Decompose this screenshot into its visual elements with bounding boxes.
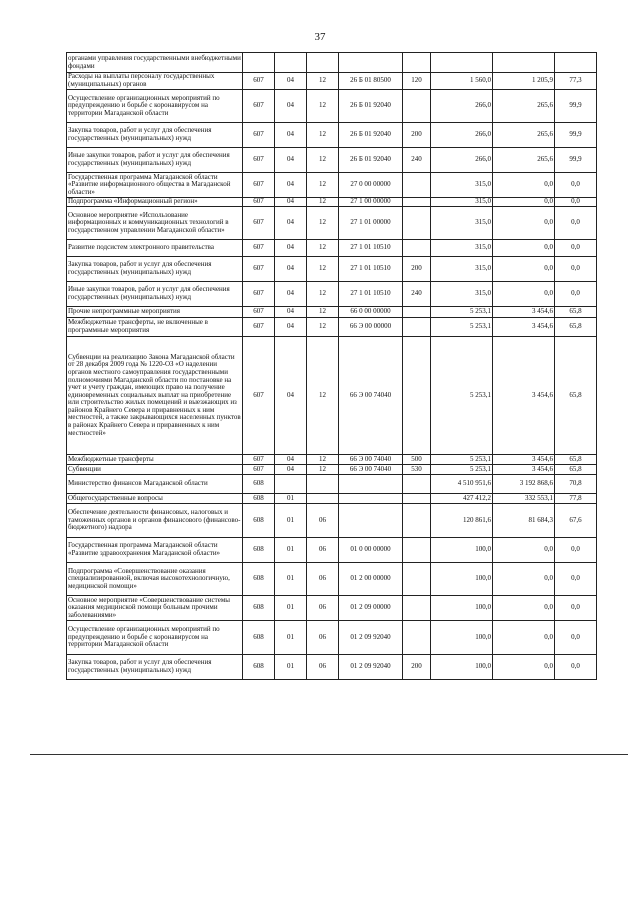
cell-expense-type [403,198,431,207]
cell-expense-type: 500 [403,455,431,465]
cell-approved-amount: 100,0 [431,655,493,680]
cell-ministry-code: 607 [243,207,275,240]
cell-target-article: 26 Б 01 80500 [339,73,403,90]
cell-expense-type [403,538,431,563]
cell-item-name: Общегосударственные вопросы [67,494,243,504]
cell-section-code: 04 [275,173,307,198]
cell-expense-type: 240 [403,148,431,173]
cell-approved-amount: 5 253,1 [431,307,493,318]
cell-executed-amount: 332 553,1 [493,494,555,504]
cell-ministry-code: 607 [243,257,275,282]
cell-target-article: 01 2 09 92040 [339,655,403,680]
cell-item-name: Государственная программа Магаданской области «Развитие информационного общества в Магаданской области» [67,173,243,198]
table-row [67,90,597,123]
cell-subsection-code: 12 [307,198,339,207]
cell-execution-percent [555,53,597,73]
cell-execution-percent: 0,0 [555,596,597,621]
cell-execution-percent: 99,9 [555,123,597,148]
cell-executed-amount: 0,0 [493,198,555,207]
cell-subsection-code: 12 [307,455,339,465]
cell-target-article: 01 2 09 00000 [339,596,403,621]
cell-item-name: Субвенции [67,465,243,475]
cell-expense-type [403,53,431,73]
cell-execution-percent: 65,8 [555,318,597,337]
table-row [67,173,597,198]
cell-executed-amount: 265,6 [493,148,555,173]
cell-ministry-code: 607 [243,73,275,90]
table-row [67,655,597,680]
cell-section-code: 04 [275,257,307,282]
cell-execution-percent: 99,9 [555,90,597,123]
cell-target-article: 66 Э 00 00000 [339,318,403,337]
table-row [67,282,597,307]
cell-item-name: Закупка товаров, работ и услуг для обеспечения государственных (муниципальных) нужд [67,655,243,680]
cell-approved-amount: 315,0 [431,173,493,198]
cell-approved-amount: 1 560,0 [431,73,493,90]
page-divider [30,754,628,755]
cell-section-code: 04 [275,307,307,318]
table-row [67,240,597,257]
page-number: 37 [314,31,326,43]
cell-expense-type [403,173,431,198]
cell-execution-percent: 65,8 [555,307,597,318]
cell-approved-amount: 100,0 [431,563,493,596]
cell-item-name: Основное мероприятие «Совершенствование системы оказания медицинской помощи больным прочими заболеваниями» [67,596,243,621]
cell-target-article: 27 1 00 00000 [339,198,403,207]
cell-expense-type [403,337,431,455]
cell-ministry-code: 608 [243,538,275,563]
table-row [67,148,597,173]
cell-expense-type: 240 [403,282,431,307]
cell-target-article: 27 1 01 10510 [339,240,403,257]
cell-subsection-code: 06 [307,596,339,621]
cell-approved-amount: 315,0 [431,257,493,282]
cell-subsection-code: 06 [307,655,339,680]
cell-section-code: 04 [275,123,307,148]
cell-subsection-code: 12 [307,337,339,455]
cell-executed-amount: 0,0 [493,655,555,680]
cell-execution-percent: 65,8 [555,455,597,465]
cell-item-name: Закупка товаров, работ и услуг для обеспечения государственных (муниципальных) нужд [67,257,243,282]
cell-expense-type [403,596,431,621]
cell-approved-amount: 266,0 [431,123,493,148]
cell-expense-type [403,504,431,538]
table-row [67,465,597,475]
cell-ministry-code: 607 [243,318,275,337]
cell-section-code [275,53,307,73]
table-row [67,318,597,337]
cell-target-article: 01 2 09 92040 [339,621,403,655]
cell-execution-percent: 70,8 [555,475,597,494]
cell-execution-percent: 99,9 [555,148,597,173]
cell-executed-amount: 265,6 [493,90,555,123]
budget-table [66,52,597,680]
cell-target-article [339,475,403,494]
cell-approved-amount: 5 253,1 [431,465,493,475]
cell-item-name: Осуществление организационных мероприятий по предупреждению и борьбе с коронавирусом на территории Магаданской области [67,621,243,655]
table-row [67,504,597,538]
cell-section-code: 01 [275,621,307,655]
table-row [67,494,597,504]
cell-subsection-code: 12 [307,257,339,282]
cell-ministry-code: 607 [243,307,275,318]
cell-item-name: Министерство финансов Магаданской области [67,475,243,494]
cell-section-code: 04 [275,337,307,455]
table-row [67,538,597,563]
cell-subsection-code: 06 [307,621,339,655]
cell-target-article: 27 1 01 00000 [339,207,403,240]
cell-target-article: 01 0 00 00000 [339,538,403,563]
cell-expense-type: 200 [403,257,431,282]
cell-section-code: 01 [275,563,307,596]
cell-subsection-code: 12 [307,207,339,240]
cell-approved-amount: 100,0 [431,621,493,655]
cell-approved-amount: 315,0 [431,240,493,257]
cell-section-code: 04 [275,318,307,337]
cell-section-code: 04 [275,207,307,240]
cell-expense-type [403,563,431,596]
cell-expense-type [403,240,431,257]
cell-subsection-code: 06 [307,504,339,538]
table-row [67,596,597,621]
cell-item-name: Иные закупки товаров, работ и услуг для обеспечения государственных (муниципальных) нужд [67,282,243,307]
cell-executed-amount: 0,0 [493,257,555,282]
cell-item-name: Межбюджетные трансферты, не включенные в программные мероприятия [67,318,243,337]
cell-approved-amount: 100,0 [431,596,493,621]
cell-execution-percent: 0,0 [555,538,597,563]
cell-ministry-code: 607 [243,123,275,148]
cell-section-code: 04 [275,240,307,257]
cell-item-name: Осуществление организационных мероприятий по предупреждению и борьбе с коронавирусом на территории Магаданской области [67,90,243,123]
cell-subsection-code: 12 [307,90,339,123]
cell-target-article: 66 0 00 00000 [339,307,403,318]
cell-item-name: Прочие непрограммные мероприятия [67,307,243,318]
table-row [67,563,597,596]
cell-executed-amount: 81 684,3 [493,504,555,538]
cell-expense-type [403,307,431,318]
cell-item-name: Расходы на выплаты персоналу государственных (муниципальных) органов [67,73,243,90]
cell-executed-amount: 0,0 [493,207,555,240]
cell-target-article: 66 Э 00 74040 [339,455,403,465]
cell-subsection-code [307,494,339,504]
cell-ministry-code: 608 [243,494,275,504]
cell-section-code [275,475,307,494]
cell-executed-amount: 3 454,6 [493,455,555,465]
cell-ministry-code: 608 [243,655,275,680]
budget-table-body [67,53,597,680]
cell-section-code: 04 [275,455,307,465]
cell-expense-type [403,90,431,123]
cell-expense-type [403,494,431,504]
table-row [67,123,597,148]
cell-subsection-code: 12 [307,465,339,475]
cell-approved-amount: 5 253,1 [431,455,493,465]
cell-section-code: 01 [275,504,307,538]
cell-ministry-code: 607 [243,282,275,307]
table-row [67,198,597,207]
cell-expense-type [403,207,431,240]
cell-approved-amount: 266,0 [431,148,493,173]
cell-approved-amount: 5 253,1 [431,337,493,455]
cell-section-code: 04 [275,282,307,307]
cell-execution-percent: 0,0 [555,282,597,307]
cell-execution-percent: 77,3 [555,73,597,90]
cell-approved-amount: 315,0 [431,198,493,207]
cell-subsection-code: 12 [307,318,339,337]
cell-target-article: 26 Б 01 92040 [339,90,403,123]
cell-executed-amount [493,53,555,73]
cell-ministry-code: 608 [243,621,275,655]
cell-item-name: Развитие подсистем электронного правительства [67,240,243,257]
cell-section-code: 04 [275,198,307,207]
cell-target-article: 66 Э 00 74040 [339,465,403,475]
cell-execution-percent: 67,6 [555,504,597,538]
cell-approved-amount: 120 861,6 [431,504,493,538]
cell-executed-amount: 1 205,9 [493,73,555,90]
table-row [67,621,597,655]
cell-item-name: органами управления государственными внебюджетными фондами [67,53,243,73]
cell-ministry-code: 607 [243,173,275,198]
cell-item-name: Закупка товаров, работ и услуг для обеспечения государственных (муниципальных) нужд [67,123,243,148]
cell-approved-amount: 315,0 [431,207,493,240]
cell-subsection-code [307,53,339,73]
cell-execution-percent: 0,0 [555,240,597,257]
cell-expense-type [403,475,431,494]
table-row [67,73,597,90]
cell-executed-amount: 0,0 [493,173,555,198]
cell-executed-amount: 3 192 868,6 [493,475,555,494]
cell-section-code: 01 [275,655,307,680]
cell-item-name: Основное мероприятие «Использование информационных и коммуникационных технологий в государственном управлении Магаданской области» [67,207,243,240]
cell-executed-amount: 3 454,6 [493,337,555,455]
cell-item-name: Подпрограмма «Совершенствование оказания специализированной, включая высокотехнологичную, медицинской помощи» [67,563,243,596]
cell-section-code: 04 [275,465,307,475]
cell-subsection-code: 12 [307,173,339,198]
cell-expense-type: 200 [403,655,431,680]
cell-section-code: 04 [275,90,307,123]
cell-ministry-code: 608 [243,475,275,494]
cell-executed-amount: 0,0 [493,596,555,621]
cell-section-code: 04 [275,73,307,90]
table-row [67,307,597,318]
cell-section-code: 01 [275,538,307,563]
cell-target-article [339,494,403,504]
cell-target-article: 26 Б 01 92040 [339,148,403,173]
cell-approved-amount: 266,0 [431,90,493,123]
cell-section-code: 01 [275,596,307,621]
cell-executed-amount: 0,0 [493,282,555,307]
cell-approved-amount: 4 510 951,6 [431,475,493,494]
table-row [67,337,597,455]
cell-ministry-code: 607 [243,455,275,465]
cell-ministry-code [243,53,275,73]
cell-execution-percent: 0,0 [555,173,597,198]
table-row [67,257,597,282]
cell-expense-type [403,621,431,655]
cell-execution-percent: 0,0 [555,207,597,240]
cell-expense-type: 530 [403,465,431,475]
cell-ministry-code: 607 [243,198,275,207]
table-row [67,475,597,494]
cell-ministry-code: 608 [243,504,275,538]
cell-target-article: 27 0 00 00000 [339,173,403,198]
cell-execution-percent: 0,0 [555,257,597,282]
cell-executed-amount: 0,0 [493,563,555,596]
cell-ministry-code: 607 [243,148,275,173]
cell-subsection-code: 12 [307,282,339,307]
cell-executed-amount: 3 454,6 [493,465,555,475]
cell-target-article: 27 1 01 10510 [339,257,403,282]
cell-execution-percent: 0,0 [555,563,597,596]
cell-target-article: 27 1 01 10510 [339,282,403,307]
cell-item-name: Субвенции на реализацию Закона Магаданской области от 28 декабря 2009 года № 1220-ОЗ «О наделении органов местного самоуправления государственными полномочиями Магаданской области по постановке на учет и учету граждан, имеющих право на получение единовременных социальных выплат на приобретение или строительство жилых помещений и выезжающих из районов Крайнего Севера и приравненных к ним местностей, а также закрывающихся населенных пунктов в районах Крайнего Севера и приравненных к ним местностей» [67,337,243,455]
cell-expense-type: 200 [403,123,431,148]
cell-approved-amount [431,53,493,73]
cell-ministry-code: 607 [243,90,275,123]
cell-subsection-code: 12 [307,123,339,148]
cell-executed-amount: 265,6 [493,123,555,148]
table-row [67,53,597,73]
cell-target-article: 66 Э 00 74040 [339,337,403,455]
cell-approved-amount: 315,0 [431,282,493,307]
cell-executed-amount: 0,0 [493,538,555,563]
cell-section-code: 04 [275,148,307,173]
cell-ministry-code: 607 [243,240,275,257]
cell-execution-percent: 65,8 [555,337,597,455]
cell-executed-amount: 0,0 [493,621,555,655]
cell-subsection-code: 12 [307,73,339,90]
cell-execution-percent: 65,8 [555,465,597,475]
cell-target-article [339,504,403,538]
cell-item-name: Иные закупки товаров, работ и услуг для обеспечения государственных (муниципальных) нужд [67,148,243,173]
table-row [67,455,597,465]
cell-subsection-code: 12 [307,307,339,318]
cell-executed-amount: 3 454,6 [493,307,555,318]
cell-ministry-code: 607 [243,337,275,455]
cell-approved-amount: 5 253,1 [431,318,493,337]
cell-ministry-code: 608 [243,596,275,621]
cell-section-code: 01 [275,494,307,504]
cell-approved-amount: 100,0 [431,538,493,563]
cell-subsection-code: 12 [307,240,339,257]
cell-subsection-code: 06 [307,563,339,596]
cell-target-article [339,53,403,73]
cell-ministry-code: 607 [243,465,275,475]
cell-item-name: Подпрограмма «Информационный регион» [67,198,243,207]
cell-item-name: Государственная программа Магаданской области «Развитие здравоохранения Магаданской области» [67,538,243,563]
cell-executed-amount: 3 454,6 [493,318,555,337]
cell-expense-type: 120 [403,73,431,90]
cell-subsection-code: 12 [307,148,339,173]
cell-ministry-code: 608 [243,563,275,596]
cell-item-name: Межбюджетные трансферты [67,455,243,465]
cell-execution-percent: 0,0 [555,621,597,655]
cell-item-name: Обеспечение деятельности финансовых, налоговых и таможенных органов и органов финансового (финансово-бюджетного) надзора [67,504,243,538]
cell-expense-type [403,318,431,337]
cell-target-article: 01 2 00 00000 [339,563,403,596]
table-row [67,207,597,240]
cell-subsection-code [307,475,339,494]
cell-execution-percent: 77,8 [555,494,597,504]
cell-executed-amount: 0,0 [493,240,555,257]
cell-approved-amount: 427 412,2 [431,494,493,504]
cell-execution-percent: 0,0 [555,655,597,680]
cell-subsection-code: 06 [307,538,339,563]
cell-execution-percent: 0,0 [555,198,597,207]
cell-target-article: 26 Б 01 92040 [339,123,403,148]
